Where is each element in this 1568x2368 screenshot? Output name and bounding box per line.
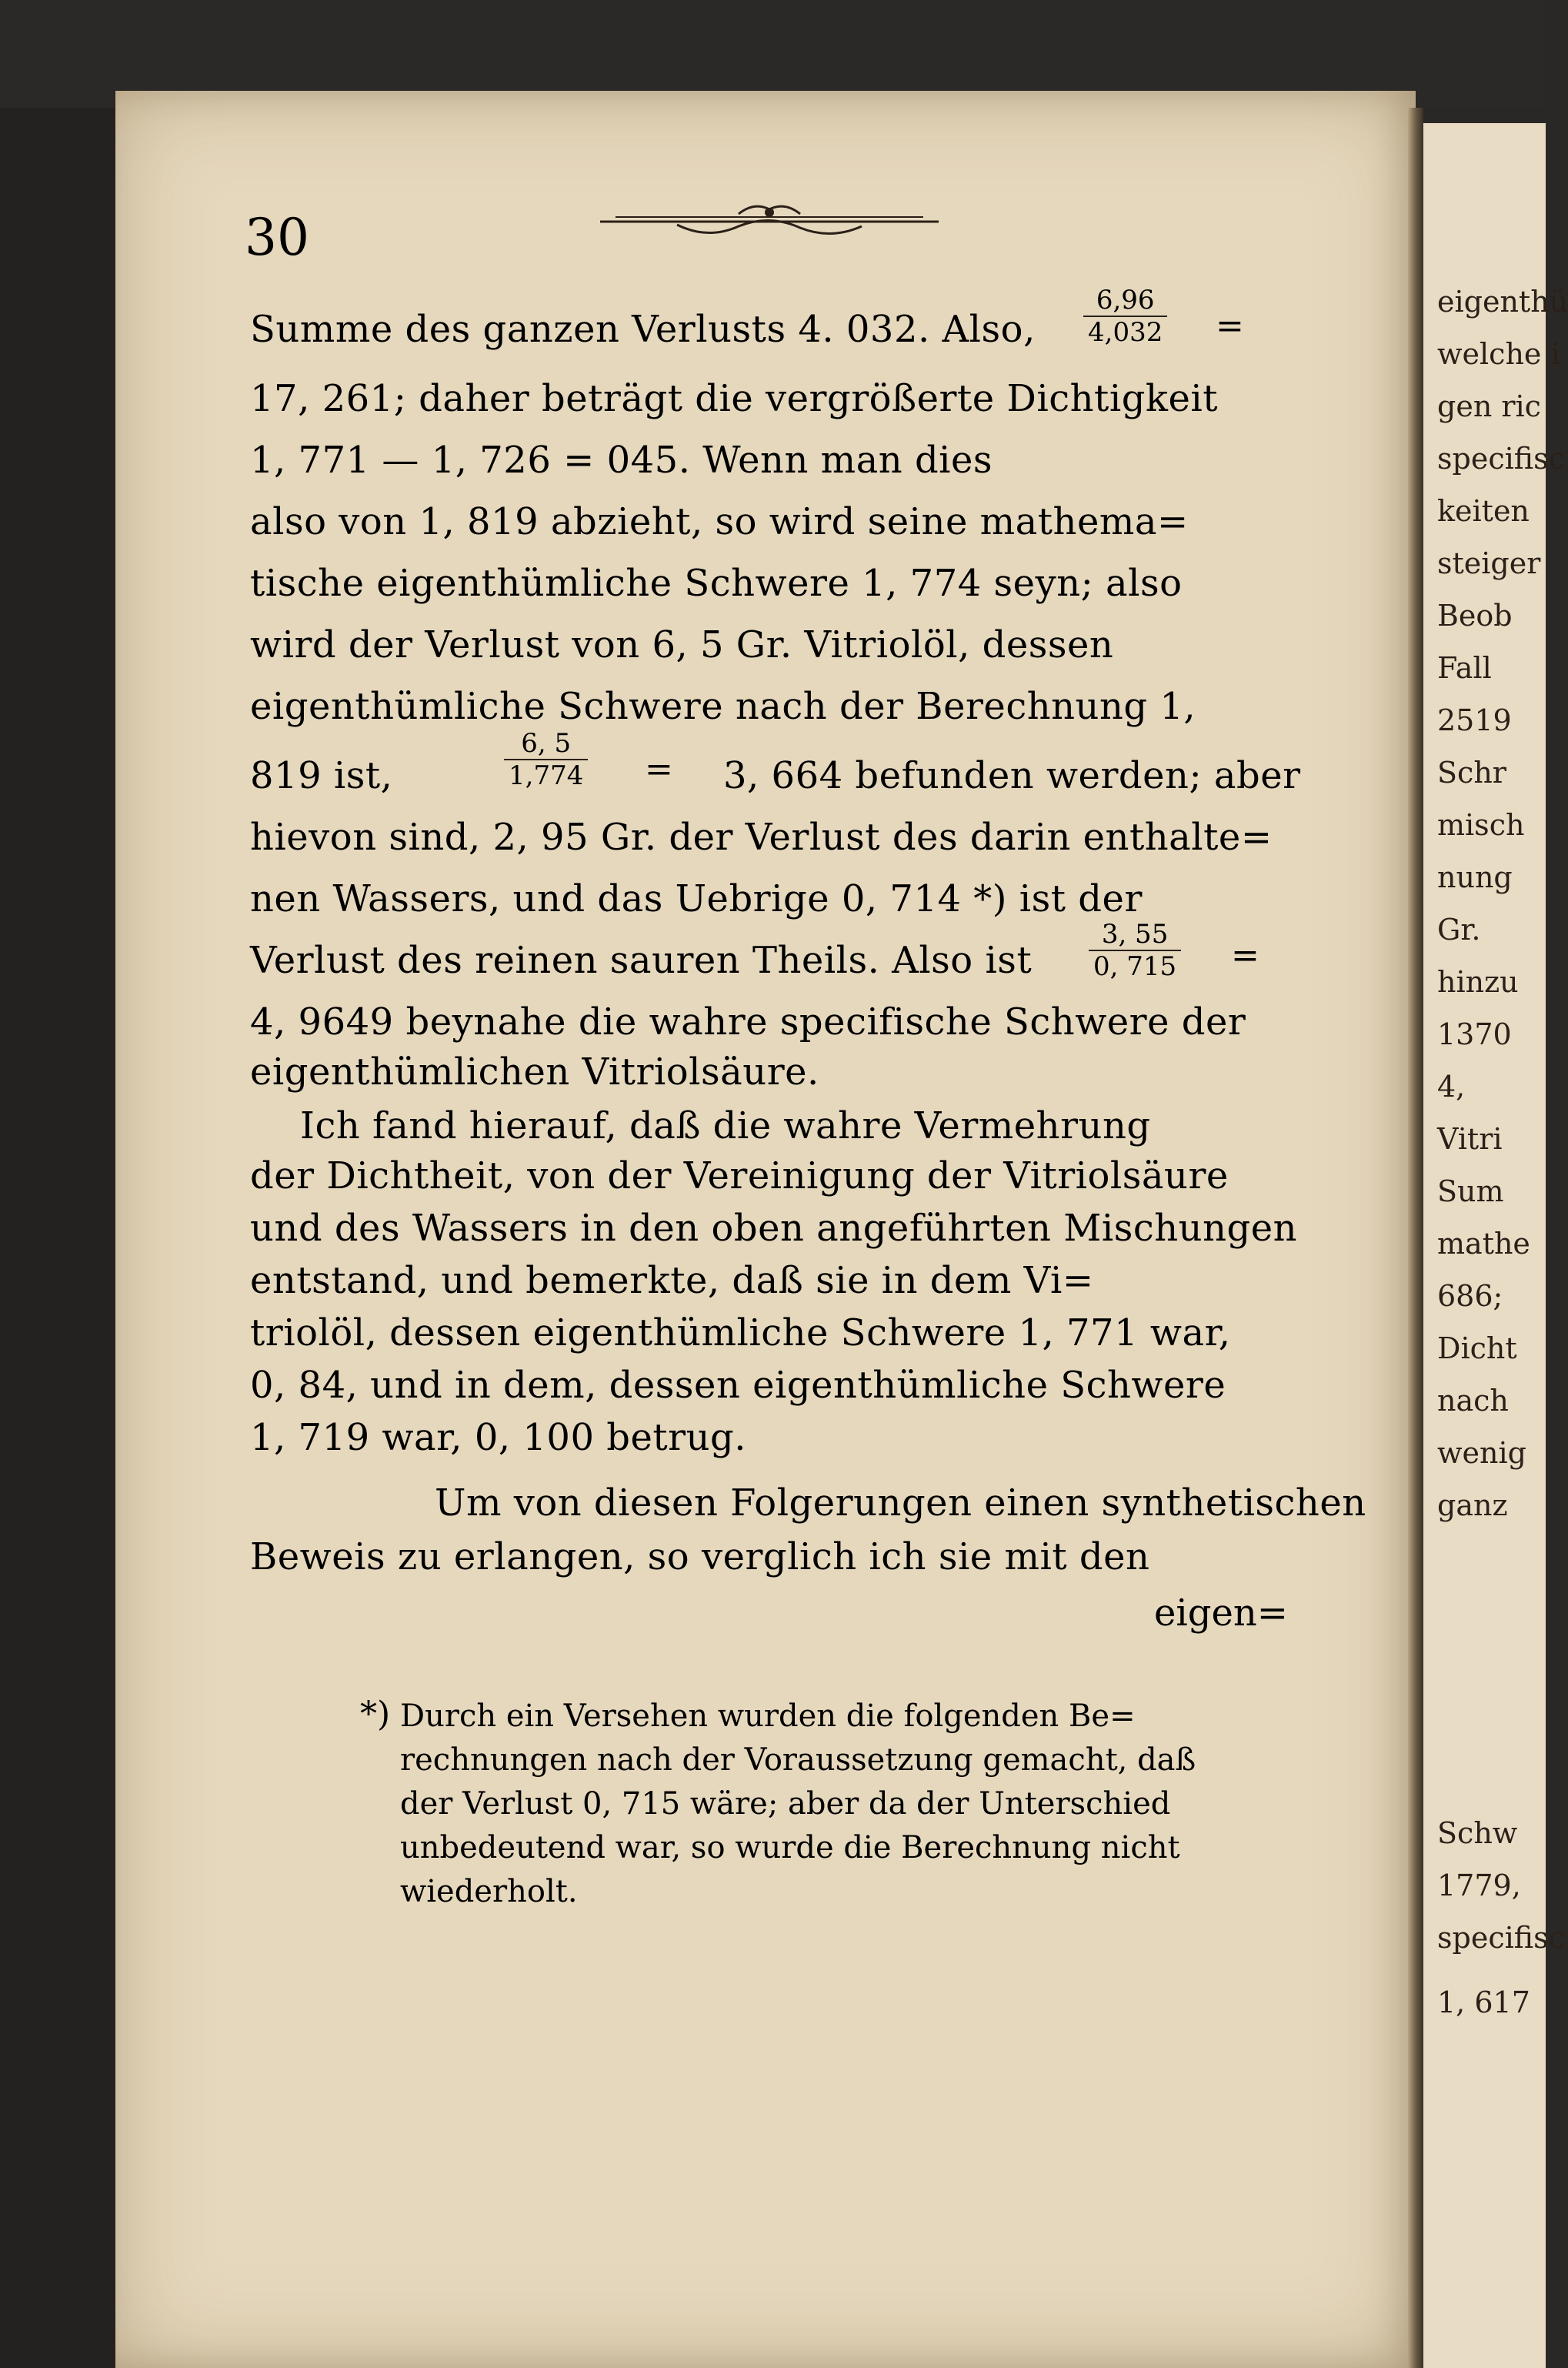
text-line: 4, 9649 beynahe die wahre specifische Schwere der bbox=[250, 1000, 1246, 1044]
text-line: Um von diesen Folgerungen einen synthetischen bbox=[435, 1481, 1366, 1525]
text-line: eigenthümlichen Vitriolsäure. bbox=[250, 1050, 819, 1094]
facing-fragment: 4, bbox=[1437, 1070, 1466, 1104]
text-line: 1, 771 — 1, 726 = 045. Wenn man dies bbox=[250, 439, 993, 482]
text-line: wird der Verlust von 6, 5 Gr. Vitriolöl, dessen bbox=[250, 623, 1114, 666]
facing-fragment: Beob bbox=[1437, 599, 1513, 633]
fraction-denominator: 0, 715 bbox=[1093, 951, 1177, 982]
fraction-numerator: 6,96 bbox=[1096, 285, 1155, 316]
facing-fragment: steiger bbox=[1437, 546, 1541, 580]
text-line: triolöl, dessen eigenthümliche Schwere 1, 771 war, bbox=[250, 1311, 1231, 1354]
text-line: Summe des ganzen Verlusts 4. 032. Also, bbox=[250, 308, 1036, 351]
text-line: nen Wassers, und das Uebrige 0, 714 *) ist der bbox=[250, 877, 1143, 920]
facing-fragment: keiten bbox=[1437, 494, 1530, 528]
facing-fragment: welche i bbox=[1437, 337, 1560, 371]
facing-fragment: mathe bbox=[1437, 1227, 1530, 1261]
background-left bbox=[0, 0, 115, 2368]
facing-fragment: eigenthü bbox=[1437, 285, 1568, 319]
text-line: 3, 664 befunden werden; aber bbox=[723, 754, 1301, 797]
facing-fragment: nung bbox=[1437, 860, 1513, 894]
footnote-line: der Verlust 0, 715 wäre; aber da der Unterschied bbox=[400, 1786, 1171, 1822]
facing-fragment: 1370 bbox=[1437, 1017, 1512, 1051]
book-spine bbox=[1408, 108, 1423, 2368]
facing-fragment: nach bbox=[1437, 1384, 1509, 1418]
facing-fragment: gen ric bbox=[1437, 389, 1541, 423]
text-line: entstand, und bemerkte, daß sie in dem Vi= bbox=[250, 1259, 1094, 1302]
text-line: Ich fand hierauf, daß die wahre Vermehrung bbox=[300, 1104, 1151, 1147]
footnote-line: wiederholt. bbox=[400, 1874, 578, 1909]
footnote-marker: *) bbox=[360, 1695, 391, 1734]
facing-fragment: wenig bbox=[1437, 1436, 1526, 1470]
text-line: 1, 719 war, 0, 100 betrug. bbox=[250, 1416, 747, 1459]
text-line: Beweis zu erlangen, so verglich ich sie mit den bbox=[250, 1535, 1150, 1578]
fraction-numerator: 6, 5 bbox=[521, 728, 572, 759]
catchword: eigen= bbox=[1154, 1591, 1289, 1635]
fraction bbox=[504, 730, 588, 790]
fraction-denominator: 1,774 bbox=[509, 760, 584, 791]
fraction bbox=[1083, 286, 1167, 346]
text-line: also von 1, 819 abzieht, so wird seine mathema= bbox=[250, 500, 1189, 543]
text-line: 17, 261; daher beträgt die vergrößerte Dichtigkeit bbox=[250, 377, 1219, 420]
facing-fragment: misch bbox=[1437, 808, 1525, 842]
facing-fragment: Sum bbox=[1437, 1174, 1504, 1208]
equals-sign: = bbox=[1231, 936, 1259, 975]
facing-fragment: ganz bbox=[1437, 1488, 1508, 1522]
facing-page bbox=[1423, 123, 1568, 2368]
facing-fragment: hinzu bbox=[1437, 965, 1519, 999]
footnote-line: rechnungen nach der Voraussetzung gemacht, daß bbox=[400, 1742, 1196, 1778]
facing-fragment: Schr bbox=[1437, 756, 1506, 790]
equals-sign: = bbox=[645, 750, 673, 789]
facing-fragment: Dicht bbox=[1437, 1331, 1517, 1365]
text-line: 0, 84, und in dem, dessen eigenthümliche Schwere bbox=[250, 1364, 1226, 1407]
facing-fragment: Vitri bbox=[1437, 1122, 1503, 1156]
fraction-numerator: 3, 55 bbox=[1101, 919, 1169, 950]
facing-fragment: 1, 617 bbox=[1437, 1986, 1530, 2019]
text-line: hievon sind, 2, 95 Gr. der Verlust des darin enthalte= bbox=[250, 816, 1273, 859]
text-line: eigenthümliche Schwere nach der Berechnung 1, bbox=[250, 685, 1196, 728]
page-number: 30 bbox=[245, 208, 309, 267]
equals-sign: = bbox=[1216, 306, 1244, 346]
footnote-line: unbedeutend war, so wurde die Berechnung nicht bbox=[400, 1830, 1180, 1865]
text-line: Verlust des reinen sauren Theils. Also ist bbox=[250, 939, 1033, 982]
footnote-line: Durch ein Versehen wurden die folgenden Be= bbox=[400, 1698, 1136, 1734]
fraction-denominator: 4,032 bbox=[1088, 317, 1163, 348]
text-line: und des Wassers in den oben angeführten Mischungen bbox=[250, 1207, 1298, 1250]
facing-fragment: 2519 bbox=[1437, 703, 1512, 737]
facing-fragment: 1779, bbox=[1437, 1869, 1521, 1902]
fraction bbox=[1089, 920, 1181, 980]
facing-fragment: specifisc bbox=[1437, 1921, 1565, 1955]
facing-fragment: Schw bbox=[1437, 1816, 1518, 1850]
text-line: tische eigenthümliche Schwere 1, 774 seyn; also bbox=[250, 562, 1183, 605]
facing-fragment: Gr. bbox=[1437, 913, 1481, 947]
facing-fragment: specifisc bbox=[1437, 442, 1565, 476]
text-line: der Dichtheit, von der Vereinigung der Vitriolsäure bbox=[250, 1154, 1229, 1197]
facing-fragment: Fall bbox=[1437, 651, 1492, 685]
ornament-vignette-icon bbox=[585, 199, 954, 245]
facing-fragment: 686; bbox=[1437, 1279, 1503, 1313]
text-line: 819 ist, bbox=[250, 754, 393, 797]
